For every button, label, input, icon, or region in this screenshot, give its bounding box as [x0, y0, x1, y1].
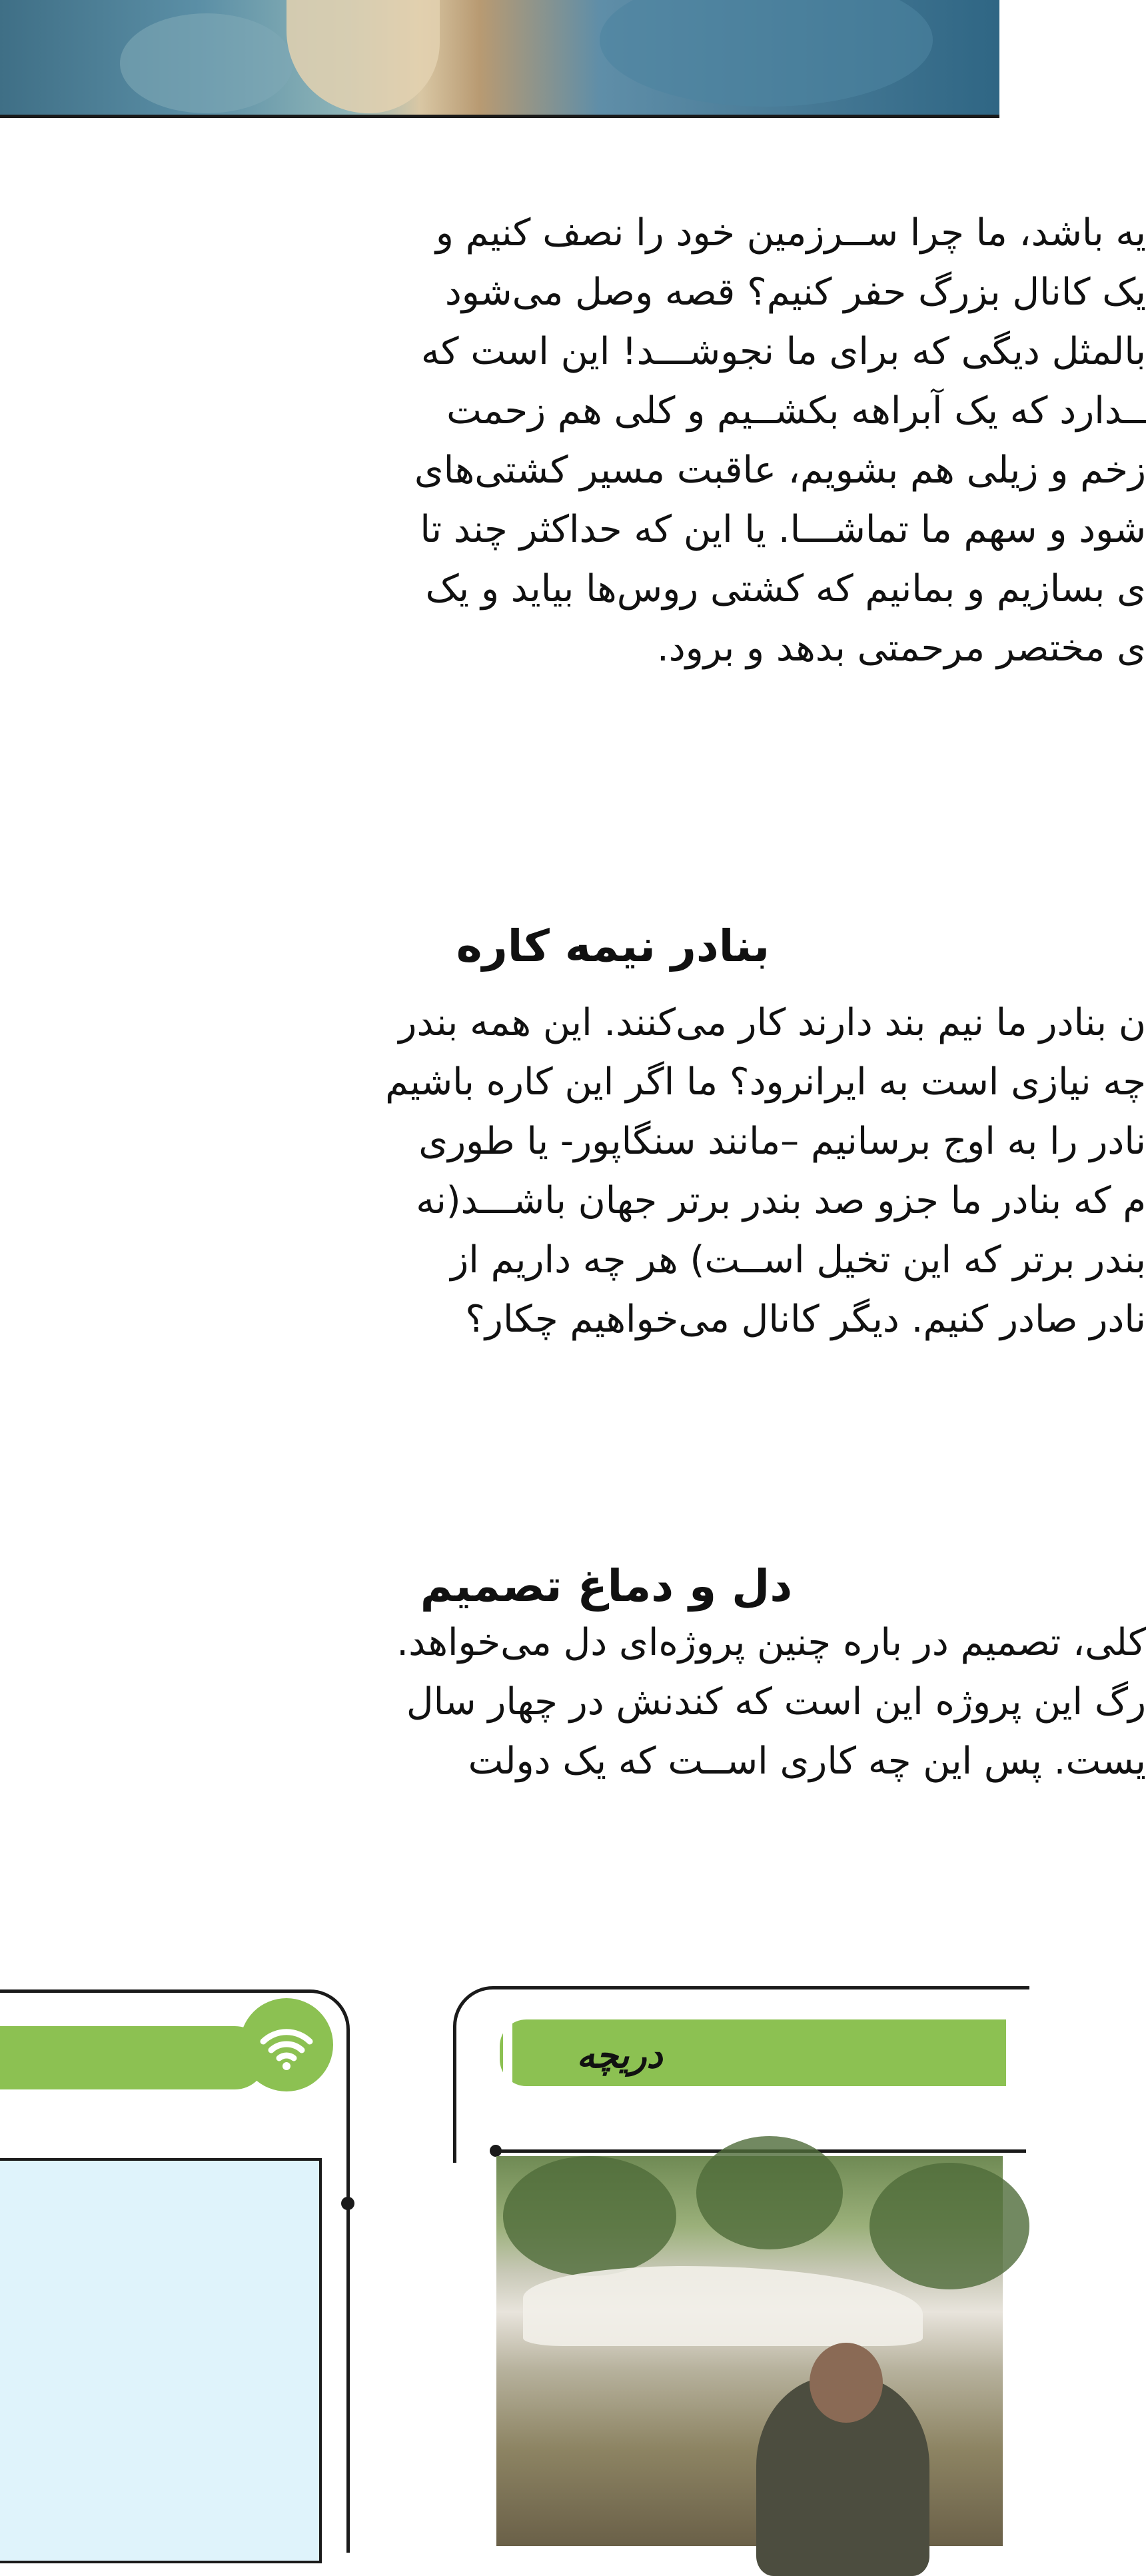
- text-line: ی بسازیم و بمانیم که کشتی روس‌ها بیاید و یک: [425, 567, 1146, 611]
- text-line: کلی، تصمیم در باره چنین پروژه‌ای دل می‌خواهد.: [396, 1621, 1146, 1664]
- text-line: یک کانال بزرگ حفر کنیم؟ قصه وصل می‌شود: [444, 271, 1146, 314]
- article-paragraph-1: [0, 203, 1146, 678]
- left-box-rule: [346, 2126, 350, 2553]
- left-box-header-bar: [0, 2026, 267, 2089]
- article-paragraph-2: [0, 993, 1146, 1349]
- text-line: چه نیازی است به ایرانرود؟ ما اگر این کاره باشیم: [385, 1060, 1146, 1104]
- left-box-content: [0, 2158, 322, 2563]
- rule-dot: [490, 2145, 502, 2157]
- text-line: ن بنادر ما نیم بند دارند کار می‌کنند. این همه بندر: [398, 1001, 1146, 1044]
- section-heading-1: بنادر نیمه کاره: [456, 920, 770, 972]
- header-bar-tab: [503, 2023, 512, 2083]
- article-paragraph-3: [0, 1613, 1146, 1791]
- text-line: نادر صادر کنیم. دیگر کانال می‌خواهیم چکار؟: [465, 1298, 1146, 1341]
- rule-dot: [341, 2197, 354, 2210]
- section-heading-2: دل و دماغ تصمیم: [420, 1560, 793, 1612]
- text-line: م که بنادر ما جزو صد بندر برتر جهان باشـــد(نه: [416, 1179, 1146, 1222]
- text-line: یه باشد، ما چرا ســرزمین خود را نصف کنیم و: [435, 211, 1146, 255]
- text-line: رگ این پروژه این است که کندنش در چهار سال: [406, 1680, 1146, 1724]
- text-line: شود و سهم ما تماشـــا. یا این که حداکثر چند تا: [420, 508, 1146, 551]
- text-line: بالمثل دیگی که برای ما نجوشـــد! این است که: [420, 330, 1146, 373]
- top-photo: [0, 0, 999, 117]
- text-line: ــدارد که یک آبراهه بکشــیم و کلی هم زحمت: [446, 389, 1146, 433]
- right-box-label: دریچه: [576, 2033, 663, 2076]
- text-line: ی مختصر مرحمتی بدهد و برود.: [656, 627, 1146, 670]
- text-line: زخم و زیلی هم بشویم، عاقبت مسیر کشتی‌های: [414, 449, 1146, 492]
- text-line: نادر را به اوج برسانیم –مانند سنگاپور- یا طوری: [418, 1120, 1146, 1163]
- text-line: بندر برتر که این تخیل اســت) هر چه داریم از: [450, 1238, 1146, 1282]
- text-line: یست. پس این چه کاری اســت که یک دولت: [468, 1740, 1146, 1783]
- right-box-photo: [496, 2156, 1003, 2546]
- wifi-signal-icon: [240, 1998, 333, 2091]
- top-divider: [0, 115, 999, 118]
